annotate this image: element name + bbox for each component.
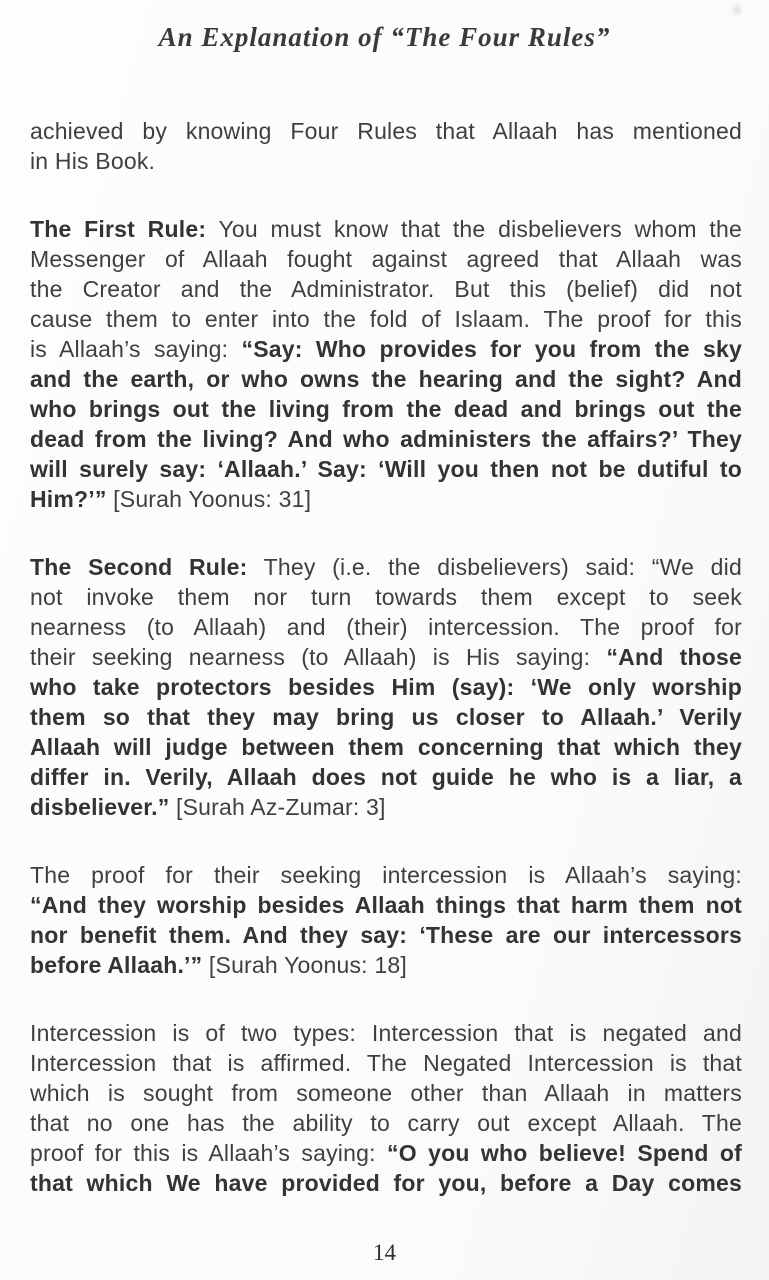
text-line <box>30 304 742 334</box>
text-line <box>30 702 742 732</box>
text-line <box>30 920 742 950</box>
text-line <box>30 146 742 176</box>
text-line <box>30 1108 742 1138</box>
quote-bold-segment: “O you who believe! Spend of <box>387 1140 742 1166</box>
quote-bold-segment: them so that they may bring us closer to Allaah.’ Verily <box>30 704 742 730</box>
text-line <box>30 552 742 582</box>
paragraph <box>30 214 742 514</box>
quote-bold-segment: The First Rule: <box>30 216 207 242</box>
body-text-segment: [Surah Yoonus: 18] <box>202 952 407 978</box>
body-text-segment: in His Book. <box>30 148 156 174</box>
body-text-segment: They (i.e. the disbelievers) said: “We did <box>247 554 742 580</box>
quote-bold-segment: before Allaah.’” <box>30 952 203 978</box>
quote-bold-segment: who brings out the living from the dead and brings out the <box>30 396 742 422</box>
text-line <box>30 116 742 146</box>
body-text-segment: [Surah Az-Zumar: 3] <box>169 794 386 820</box>
text-line <box>30 274 742 304</box>
text-line <box>30 334 742 364</box>
text-line <box>30 1018 742 1048</box>
quote-bold-segment: Allaah will judge between them concerning that which they <box>30 734 742 760</box>
paragraph <box>30 860 742 980</box>
text-line <box>30 950 742 980</box>
scan-artifact <box>730 2 744 18</box>
text-line <box>30 732 742 762</box>
body-text-segment: The proof for their seeking intercession is Allaah’s saying: <box>30 862 742 888</box>
quote-bold-segment: and the earth, or who owns the hearing and the sight? And <box>30 366 742 392</box>
text-line <box>30 762 742 792</box>
text-line <box>30 642 742 672</box>
body-text-segment: not invoke them nor turn towards them except to seek <box>30 584 742 610</box>
quote-bold-segment: disbeliever.” <box>30 794 170 820</box>
body-text-segment: cause them to enter into the fold of Islaam. The proof for this <box>30 306 742 332</box>
text-line <box>30 890 742 920</box>
paragraph <box>30 116 742 176</box>
text-line <box>30 672 742 702</box>
body-text-segment: Intercession is of two types: Intercession that is negated and <box>30 1020 742 1046</box>
body-text-segment: which is sought from someone other than Allaah in matters <box>30 1080 742 1106</box>
paragraph <box>30 1018 742 1198</box>
body-text-segment: nearness (to Allaah) and (their) intercession. The proof for <box>30 614 742 640</box>
text-line <box>30 364 742 394</box>
body-text-segment: their seeking nearness (to Allaah) is His saying: <box>30 644 607 670</box>
body-text-segment: proof for this is Allaah’s saying: <box>30 1140 387 1166</box>
page-number: 14 <box>373 1240 396 1265</box>
text-line <box>30 1168 742 1198</box>
quote-bold-segment: “And they worship besides Allaah things that harm them not <box>30 892 742 918</box>
quote-bold-segment: “And those <box>606 644 742 670</box>
body-text <box>30 116 742 1236</box>
text-line <box>30 244 742 274</box>
page-header-title: An Explanation of “The Four Rules” <box>158 22 611 52</box>
text-line <box>30 394 742 424</box>
quote-bold-segment: Him?’” <box>30 486 107 512</box>
text-line <box>30 1138 742 1168</box>
text-line <box>30 612 742 642</box>
body-text-segment: that no one has the ability to carry out except Allaah. The <box>30 1110 742 1136</box>
body-text-segment: [Surah Yoonus: 31] <box>106 486 312 512</box>
text-line <box>30 214 742 244</box>
body-text-segment: You must know that the disbelievers whom the <box>206 216 742 242</box>
quote-bold-segment: dead from the living? And who administers the affairs?’ They <box>30 426 742 452</box>
paragraph <box>30 552 742 822</box>
body-text-segment: Messenger of Allaah fought against agreed that Allaah was <box>30 246 742 272</box>
text-line <box>30 454 742 484</box>
text-line <box>30 1078 742 1108</box>
quote-bold-segment: who take protectors besides Him (say): ‘We only worship <box>30 674 742 700</box>
text-line <box>30 860 742 890</box>
quote-bold-segment: “Say: Who provides for you from the sky <box>241 336 742 362</box>
body-text-segment: Intercession that is affirmed. The Negated Intercession is that <box>30 1050 742 1076</box>
text-line <box>30 582 742 612</box>
text-line <box>30 484 742 514</box>
text-line <box>30 1048 742 1078</box>
quote-bold-segment: will surely say: ‘Allaah.’ Say: ‘Will you then not be dutiful to <box>30 456 742 482</box>
body-text-segment: is Allaah’s saying: <box>30 336 242 362</box>
quote-bold-segment: The Second Rule: <box>30 554 248 580</box>
quote-bold-segment: that which We have provided for you, before a Day comes <box>30 1170 742 1196</box>
body-text-segment: the Creator and the Administrator. But this (belief) did not <box>30 276 742 302</box>
text-line <box>30 424 742 454</box>
body-text-segment: achieved by knowing Four Rules that Allaah has mentioned <box>30 118 742 144</box>
text-line <box>30 792 742 822</box>
quote-bold-segment: nor benefit them. And they say: ‘These are our intercessors <box>30 922 742 948</box>
quote-bold-segment: differ in. Verily, Allaah does not guide he who is a liar, a <box>30 764 742 790</box>
